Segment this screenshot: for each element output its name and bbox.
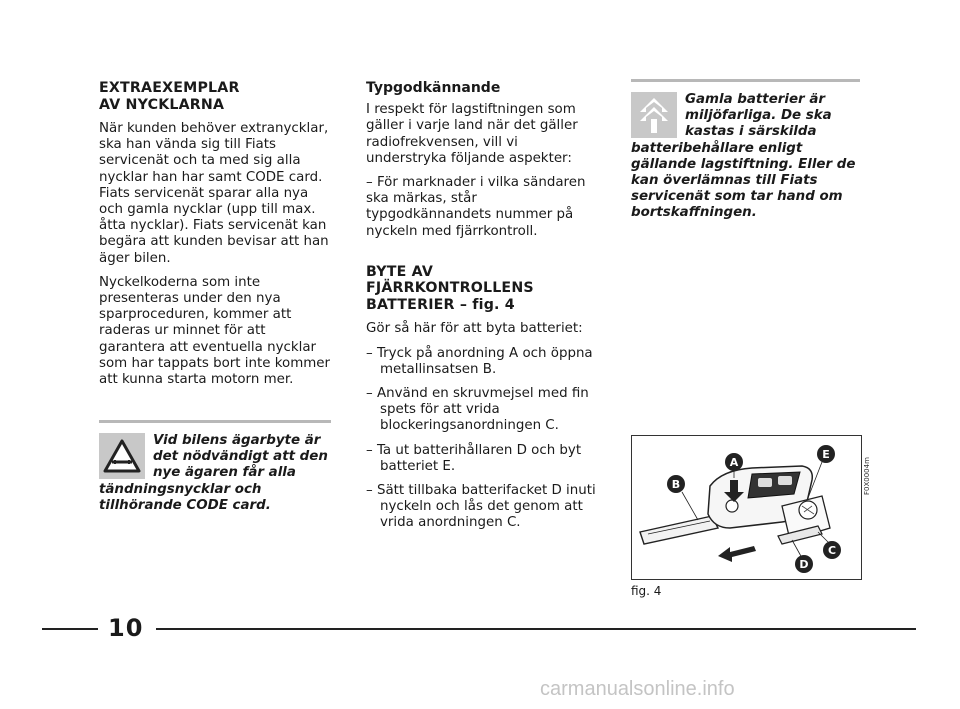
heading-extra-keys: EXTRAEXEMPLAR AV NYCKLARNA (99, 80, 240, 113)
environment-note-text: Gamla batterier är miljöfarliga. De ska kastas i särskilda batteribehållare enligt gällande lagstiftning. Eller de kan överlämnas till Fiats servicenät som tar hand om bortskaffningen. (631, 92, 856, 221)
column-1 (99, 80, 331, 396)
paragraph-type-approval-2: – För marknader i vilka sändaren ska märkas, står typgodkännandets nummer på nyckeln med fjärrkontroll. (366, 175, 586, 239)
heading-type-approval: Typgodkännande (366, 80, 501, 96)
figure-label-d (795, 555, 813, 573)
paragraph-type-approval-1: I respekt för lagstiftningen som gäller i varje land när det gäller radiofrekvensen, vill vi understryka följande aspekter: (366, 102, 578, 166)
figure-label-e (817, 445, 835, 463)
svg-text:B: B (671, 478, 681, 491)
recycle-tree-icon (631, 92, 677, 138)
list-item: – Använd en skruvmejsel med fin spets för att vrida blockeringsanordningen C. (366, 385, 589, 434)
paragraph-battery-intro: Gör så här för att byta batteriet: (366, 321, 583, 337)
svg-text:A: A (729, 456, 739, 469)
heading-battery-change: BYTE AV FJÄRRKONTROLLENS BATTERIER – fig. 4 (366, 263, 534, 313)
paragraph-extra-keys-3: Nyckelkoderna som inte presenteras under den nya sparproceduren, kommer att raderas ur minnet för att garantera att eventuella nycklar som har tappats bort inte kommer att kunna starta motorn mer. (99, 274, 331, 388)
figure-key-battery (631, 435, 862, 580)
figure-code: F0X0004m (863, 457, 871, 495)
page-number: 10 (108, 614, 144, 642)
list-item: – Tryck på anordning A och öppna metallinsatsen B. (366, 345, 593, 377)
environment-note (631, 79, 860, 222)
warning-note-text: Vid bilens ägarbyte är det nödvändigt att den nye ägaren får alla tändningsnycklar och tillhörande CODE card. (99, 433, 328, 513)
svg-text:E: E (822, 448, 830, 461)
svg-text:D: D (799, 558, 809, 571)
paragraph-extra-keys-1: När kunden behöver extranycklar, ska han vända sig till Fiats servicenät och ta med sig alla nycklar han har samt CODE card. (99, 121, 329, 185)
watermark: carmanualsonline.info (540, 678, 735, 700)
footer-rule-left (42, 628, 98, 630)
figure-label-b (667, 475, 685, 493)
list-item: – Sätt tillbaka batterifacket D inuti nyckeln och lås det genom att vrida anordningen C. (366, 482, 596, 531)
svg-text:C: C (827, 544, 837, 557)
warning-note (99, 420, 331, 514)
figure-caption: fig. 4 (631, 584, 662, 598)
figure-label-c (823, 541, 841, 559)
warning-triangle-icon (99, 433, 145, 479)
paragraph-extra-keys-2: Fiats servicenät sparar alla nya och gamla nycklar (upp till max. åtta nycklar). Fiats servicenät kan begära att kunden bevisar att han äger bilen. (99, 185, 329, 266)
list-item: – Ta ut batterihållaren D och byt batteriet E. (366, 442, 582, 474)
footer-rule-right (156, 628, 916, 630)
figure-label-a (725, 453, 743, 471)
column-2 (366, 80, 598, 540)
